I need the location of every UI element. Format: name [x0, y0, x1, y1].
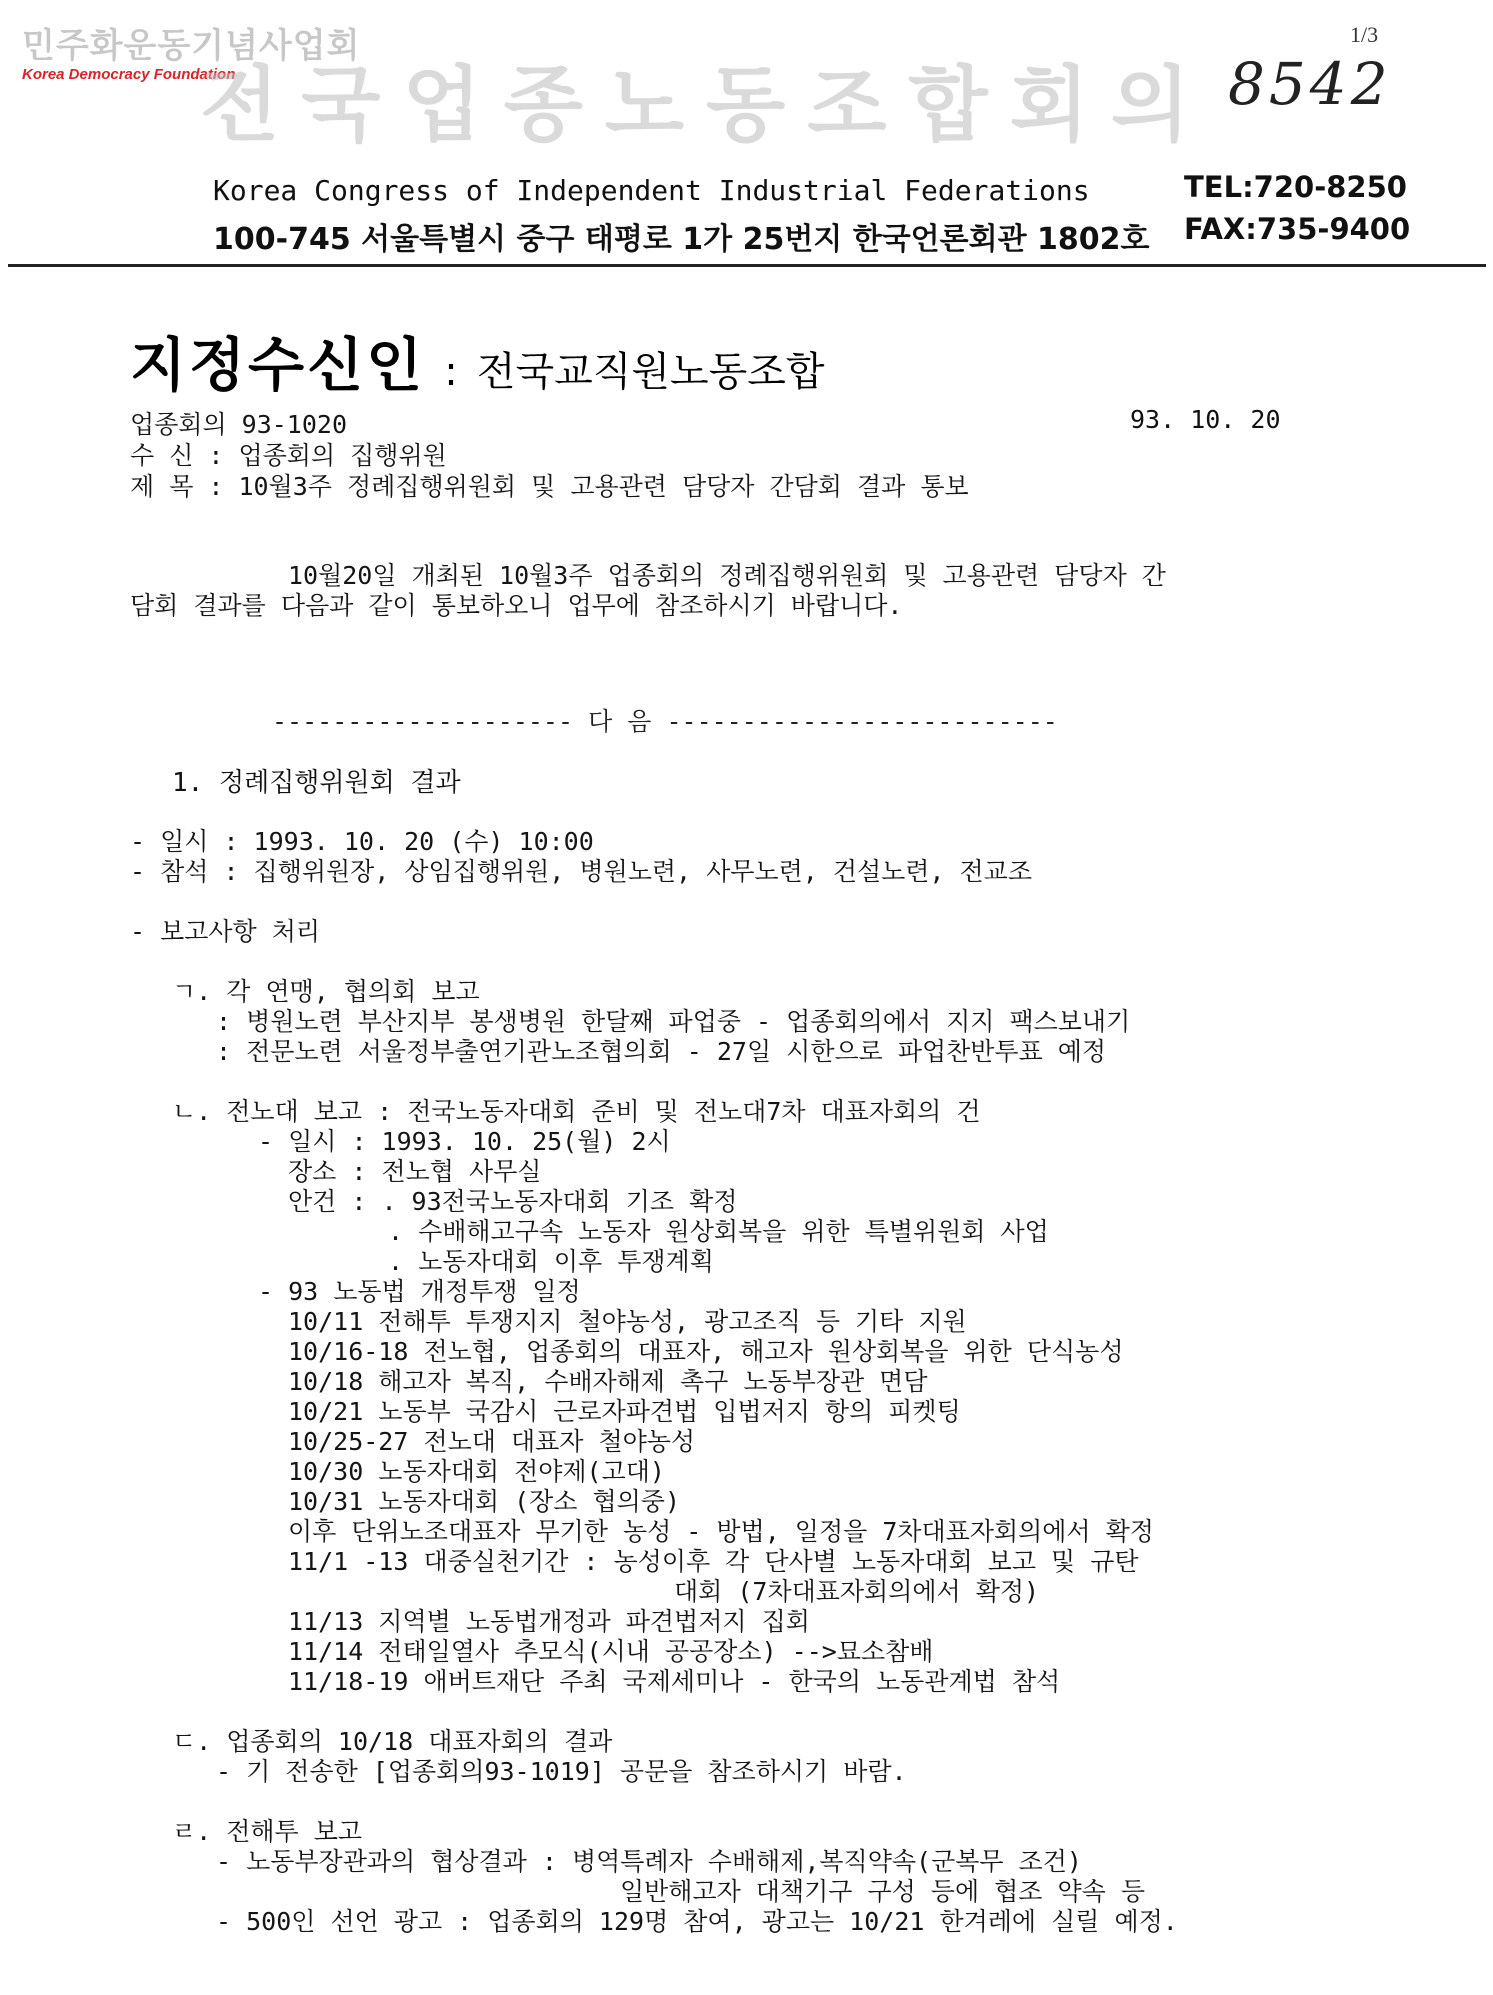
item-ga-line-1: : 병원노련 부산지부 봉생병원 한달째 파업중 - 업종회의에서 지지 팩스보내기 — [216, 1007, 1131, 1036]
schedule-row: 11/14 전태일열사 추모식(시내 공공장소) -->묘소참배 — [288, 1637, 934, 1666]
item-na-agenda-3: . 노동자대회 이후 투쟁계획 — [388, 1247, 714, 1276]
schedule-row: 11/1 -13 대중실천기간 : 농성이후 각 단사별 노동자대회 보고 및 규탄 — [288, 1547, 1139, 1576]
intro-line-1: 10월20일 개최된 10월3주 업종회의 정례집행위원회 및 고용관련 담당자 간 — [288, 561, 1166, 590]
designated-recipient — [130, 318, 825, 402]
header-divider — [8, 264, 1486, 267]
meeting-attendees: - 참석 : 집행위원장, 상임집행위원, 병원노련, 사무노련, 건설노련, 전교조 — [130, 857, 1032, 886]
item-ga-line-2: : 전문노련 서울정부출연기관노조협의회 - 27일 시한으로 파업찬반투표 예정 — [216, 1037, 1107, 1066]
page-number: 1/3 — [1350, 22, 1379, 47]
letterhead-korean-name: 전국업종노동조합회의 — [200, 58, 1213, 153]
document-number: 업종회의 93-1020 — [130, 410, 348, 439]
recipient-name: 전국교직원노동조합 — [476, 349, 825, 395]
recipient-label: 지정수신인 — [130, 331, 426, 399]
letterhead-address: 100-745 서울특별시 중구 태평로 1가 25번지 한국언론회관 1802호 — [213, 222, 1150, 257]
schedule-note: 이후 단위노조대표자 무기한 농성 - 방법, 일정을 7차대표자회의에서 확정 — [288, 1517, 1154, 1546]
addressee-line: 수 신 : 업종회의 집행위원 — [130, 441, 447, 470]
schedule-row: 10/30 노동자대회 전야제(고대) — [288, 1457, 665, 1486]
item-ra-heading: ㄹ. 전해투 보고 — [172, 1817, 363, 1846]
item-na-heading: ㄴ. 전노대 보고 : 전국노동자대회 준비 및 전노대7차 대표자회의 건 — [172, 1097, 981, 1126]
section-separator: -------------------- 다 음 -------------------------- — [272, 707, 1058, 736]
schedule-row: 10/11 전해투 투쟁지지 철야농성, 광고조직 등 기타 지원 — [288, 1307, 967, 1336]
watermark-korean: 민주화운동기념사업회 — [22, 26, 361, 66]
schedule-row: 10/25-27 전노대 대표자 철야농성 — [288, 1427, 696, 1456]
recipient-colon: : — [444, 349, 458, 395]
schedule-row: 10/31 노동자대회 (장소 협의중) — [288, 1487, 681, 1516]
schedule-row-continued: 대회 (7차대표자회의에서 확정) — [674, 1577, 1040, 1606]
schedule-row: 10/18 해고자 복직, 수배자해제 촉구 노동부장관 면담 — [288, 1367, 928, 1396]
watermark-english: Korea Democracy Foundation — [22, 66, 236, 83]
section-1-heading: 1. 정례집행위원회 결과 — [172, 768, 461, 798]
meeting-datetime: - 일시 : 1993. 10. 20 (수) 10:00 — [130, 827, 594, 856]
item-na-agenda-1: 안건 : . 93전국노동자대회 기조 확정 — [288, 1187, 738, 1216]
schedule-row: 11/18-19 애버트재단 주최 국제세미나 - 한국의 노동관계법 참석 — [288, 1667, 1061, 1696]
schedule-row: 10/21 노동부 국감시 근로자파견법 입법저지 항의 피켓팅 — [288, 1397, 961, 1426]
item-ra-line-2: - 500인 선언 광고 : 업종회의 129명 참여, 광고는 10/21 한겨레에 실릴 예정. — [216, 1907, 1178, 1936]
letterhead-english-name: Korea Congress of Independent Industrial Federations — [213, 174, 1090, 207]
report-items-heading: - 보고사항 처리 — [130, 917, 321, 946]
item-da-line-1: - 기 전송한 [업종회의93-1019] 공문을 참조하시기 바람. — [216, 1757, 907, 1786]
subject-line: 제 목 : 10월3주 정례집행위원회 및 고용관련 담당자 간담회 결과 통보 — [130, 472, 969, 501]
schedule-row: 10/16-18 전노협, 업종회의 대표자, 해고자 원상회복을 위한 단식농성 — [288, 1337, 1124, 1366]
document-date: 93. 10. 20 — [1130, 405, 1281, 434]
item-na-agenda-2: . 수배해고구속 노동자 원상회복을 위한 특별위원회 사업 — [388, 1217, 1049, 1246]
letterhead-fax: FAX:735-9400 — [1184, 212, 1411, 246]
handwritten-document-number: 8542 — [1228, 50, 1392, 118]
item-da-heading: ㄷ. 업종회의 10/18 대표자회의 결과 — [172, 1727, 613, 1756]
item-ra-line-1-continued: 일반해고자 대책기구 구성 등에 협조 약속 등 — [620, 1877, 1146, 1906]
schedule-row: 11/13 지역별 노동법개정과 파견법저지 집회 — [288, 1607, 810, 1636]
letterhead-tel: TEL:720-8250 — [1184, 170, 1407, 204]
intro-line-2: 담회 결과를 다음과 같이 통보하오니 업무에 참조하시기 바랍니다. — [130, 591, 903, 620]
item-ga-heading: ㄱ. 각 연맹, 협의회 보고 — [172, 977, 480, 1006]
item-na-datetime: - 일시 : 1993. 10. 25(월) 2시 — [258, 1127, 671, 1156]
item-na-place: 장소 : 전노협 사무실 — [288, 1157, 542, 1186]
item-ra-line-1: - 노동부장관과의 협상결과 : 병역특례자 수배해제,복직약속(군복무 조건) — [216, 1847, 1082, 1876]
labor-law-schedule-heading: - 93 노동법 개정투쟁 일정 — [258, 1277, 581, 1306]
